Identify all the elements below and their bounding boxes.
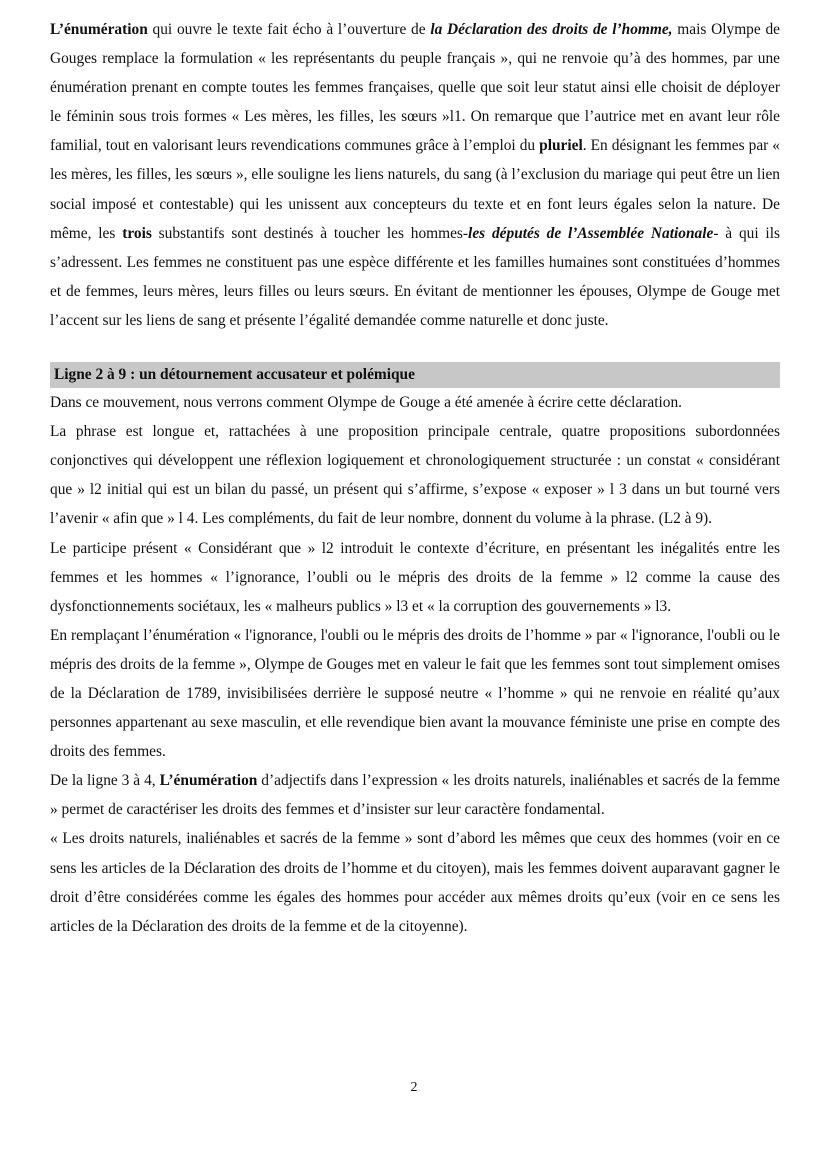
bold-italic-title: les députés de l’Assemblée Nationale [468, 224, 714, 242]
text-run: qui ouvre le texte fait écho à l’ouverture de [147, 21, 431, 38]
bold-term: trois [122, 224, 152, 242]
bold-italic-title: la Déclaration des droits de l’homme, [430, 21, 673, 38]
paragraph-enumeration-adjectifs [50, 766, 780, 824]
paragraph-participe-present: Le participe présent « Considérant que » l2 introduit le contexte d’écriture, en présentant les inégalités entre les femmes et les hommes « l’ignorance, l’oubli ou le mépris des droits de la femme » l2 comme la cause des dysfonctionnements sociétaux, les « malheurs publics » l3 et « la corruption des gouvernements » l3. [50, 539, 780, 615]
bold-term: pluriel [539, 137, 583, 155]
page-number: 2 [410, 1080, 418, 1095]
text-run: d’adjectifs dans l’expression « les droits naturels, inaliénables et sacrés de la femme » permet de caractériser les droits des femmes et d’insister sur leur caractère fondamental. [50, 772, 781, 819]
text-run: mais Olympe de Gouges remplace la formulation « les représentants du peuple français », qui ne renvoie qu’à des hommes, par une énumération prenant en compte toutes les femmes françaises, quelle que soit leur statut ainsi elle choisit de déployer le féminin sous trois formes « Les mères, les filles, les sœurs »l1. On remarque que l’autrice met en avant leur rôle familial, tout en valorisant leurs revendications communes grâce à l’emploi du [50, 21, 780, 155]
document-page [50, 15, 780, 941]
text-run: - à qui ils s’adressent. Les femmes ne constituent pas une espèce différente et les familles humaines sont constituées d’hommes et de femmes, leurs mères, leurs filles ou leurs sœurs. En évitant de mentionner les épouses, Olympe de Gouge met l’accent sur les liens de sang et présente l’égalité demandée comme naturelle et donc juste. [50, 224, 780, 329]
text-run: De la ligne 3 à 4, [50, 772, 160, 790]
text-run: . En désignant les femmes par « les mères, les filles, les sœurs », elle souligne les liens naturels, du sang (à l’exclusion du mariage qui peut être un lien social imposé et contestable) qui les unissent aux concepteurs du texte et en font leurs égales selon la nature. De même, les [50, 137, 780, 242]
paragraph-enumeration-intro [50, 15, 780, 335]
bold-term: L’énumération [159, 772, 258, 790]
text-run: substantifs sont destinés à toucher les hommes- [151, 224, 469, 242]
paragraph-droits-naturels: « Les droits naturels, inaliénables et sacrés de la femme » sont d’abord les mêmes que ceux des hommes (voir en ce sens les articles de la Déclaration des droits de l’homme et du citoyen), mais les femmes doivent auparavant gagner le droit d’être considérées comme les égales des hommes pour accéder aux mêmes droits qu’eux (voir en ce sens les articles de la Déclaration des droits de la femme et de la citoyenne). [50, 830, 780, 935]
paragraph-sentence-structure: La phrase est longue et, rattachées à une proposition principale centrale, quatre propositions subordonnées conjonctives qui développent une réflexion logiquement et chronologiquement structurée : un constat « considérant que » l2 initial qui est un bilan du passé, un présent qui s’affirme, s’expose « exposer » l 3 dans un but tourné vers l’avenir « afin que » l 4. Les compléments, du fait de leur nombre, donnent du volume à la phrase. (L2 à 9). [50, 423, 780, 528]
paragraph-remplacement: En remplaçant l’énumération « l'ignorance, l'oubli ou le mépris des droits de l’homme » par « l'ignorance, l'oubli ou le mépris des droits de la femme », Olympe de Gouges met en valeur le fait que les femmes sont tout simplement omises de la Déclaration de 1789, invisibilisées derrière le supposé neutre « l’homme » qui ne renvoie en réalité qu’aux personnes appartenant au sexe masculin, et elle revendique bien avant la mouvance féministe une prise en compte des droits des femmes. [50, 626, 780, 761]
bold-term: L’énumération [50, 21, 148, 38]
paragraph-movement-intro: Dans ce mouvement, nous verrons comment Olympe de Gouge a été amenée à écrire cette déclaration. [50, 394, 683, 412]
section-heading: Ligne 2 à 9 : un détournement accusateur et polémique [50, 362, 780, 388]
